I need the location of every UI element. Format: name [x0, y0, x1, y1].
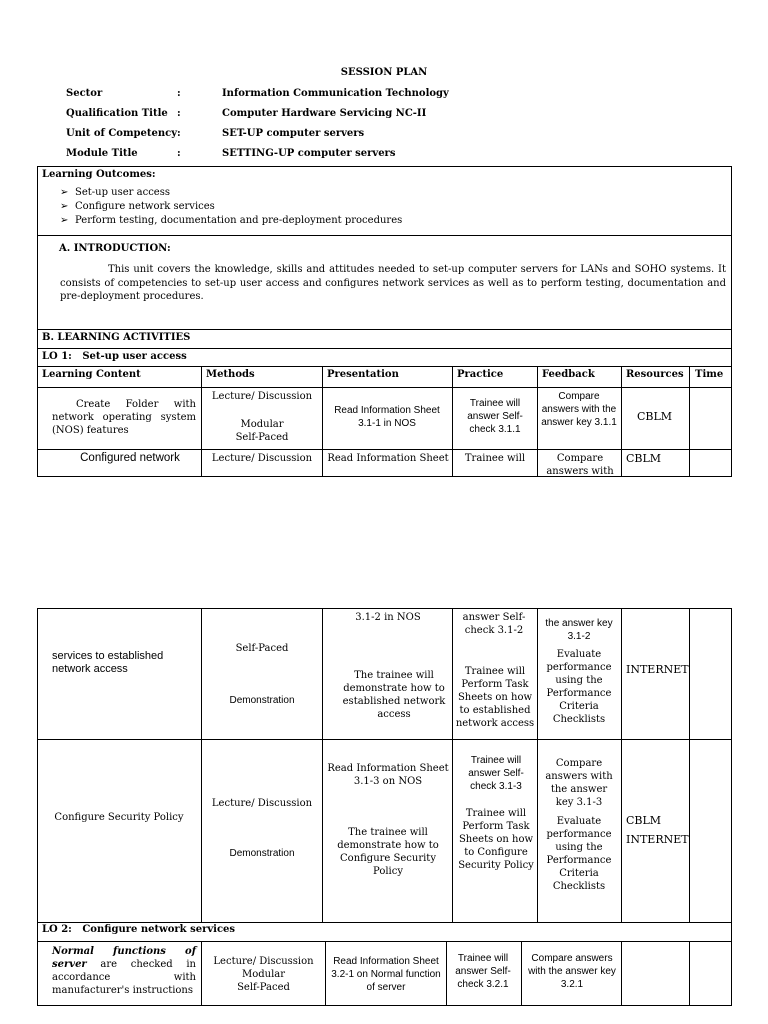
- methods-cell: Self-Paced: [237, 982, 290, 993]
- practice-cell: Trainee will Perform Task Sheets on how to Configure Security Policy: [458, 808, 534, 871]
- feedback-cell: the answer key 3.1-2: [545, 618, 613, 642]
- resources-cell: INTERNET: [626, 833, 689, 846]
- meta-sector-label: Sector: [66, 88, 103, 99]
- methods-cell: Self-Paced: [235, 432, 289, 443]
- content-cell: Configure Security Policy: [54, 812, 184, 823]
- presentation-cell: The trainee will demonstrate how to established network access: [342, 670, 446, 720]
- methods-cell: Self-Paced: [235, 643, 289, 654]
- feedback-cell: Evaluate performance using the Performance Criteria Checklists: [546, 649, 612, 725]
- meta-unit-label: Unit of Competency: [66, 128, 178, 139]
- practice-cell: Trainee will answer Self-check 3.2.1: [455, 953, 511, 990]
- meta-unit-sep: :: [177, 128, 181, 139]
- list-bullet: ➢: [60, 215, 69, 226]
- meta-module-sep: :: [177, 148, 181, 159]
- feedback-cell: Compare answers with the answer key 3.2.1: [528, 953, 616, 990]
- methods-cell: Demonstration: [229, 848, 295, 859]
- meta-unit-value: SET-UP computer servers: [222, 128, 365, 139]
- list-item: Set-up user access: [75, 187, 170, 198]
- introduction-heading: A. INTRODUCTION:: [59, 243, 171, 254]
- meta-module-value: SETTING-UP computer servers: [222, 148, 396, 159]
- feedback-cell: Evaluate performance using the Performance Criteria Checklists: [546, 816, 612, 892]
- column-header: Resources: [626, 369, 684, 380]
- methods-cell: Demonstration: [229, 695, 295, 706]
- practice-cell: Trainee will answer Self-check 3.1-3: [468, 755, 524, 792]
- column-header: Learning Content: [42, 369, 141, 380]
- meta-module-label: Module Title: [66, 148, 138, 159]
- presentation-cell: Read Information Sheet: [327, 453, 449, 464]
- list-bullet: ➢: [60, 187, 69, 198]
- presentation-cell: The trainee will demonstrate how to Configure Security Policy: [337, 827, 439, 877]
- practice-cell: Trainee will: [464, 453, 526, 464]
- methods-cell: Lecture/ Discussion: [211, 391, 313, 402]
- content-cell: [52, 945, 196, 997]
- resources-cell: CBLM: [626, 452, 662, 465]
- presentation-cell: Read Information Sheet 3.2-1 on Normal function of server: [331, 956, 441, 993]
- column-header: Practice: [457, 369, 504, 380]
- presentation-cell: Read Information Sheet 3.1-1 in NOS: [334, 405, 440, 429]
- presentation-cell: Read Information Sheet 3.1-3 on NOS: [327, 763, 449, 787]
- meta-sector-sep: :: [177, 88, 181, 99]
- content-rest: are checked in accordance with manufacturer's instructions: [52, 959, 196, 996]
- content-cell: services to established network access: [52, 650, 164, 675]
- meta-qualification-label: Qualification Title: [66, 108, 168, 119]
- column-header: Feedback: [542, 369, 595, 380]
- methods-cell: Modular: [240, 419, 284, 430]
- resources-cell: INTERNET: [626, 663, 689, 676]
- content-emphasis: Normal functions of server: [52, 946, 196, 970]
- feedback-cell: Compare answers with the answer key 3.1-3: [545, 758, 613, 808]
- practice-cell: answer Self-check 3.1-2: [462, 612, 526, 636]
- learning-outcomes-heading: Learning Outcomes:: [42, 169, 156, 180]
- presentation-cell: 3.1-2 in NOS: [355, 612, 421, 623]
- page-title: SESSION PLAN: [340, 67, 428, 78]
- meta-sector-value: Information Communication Technology: [222, 88, 449, 99]
- column-header: Time: [695, 369, 724, 380]
- lo1-heading: LO 1: Set-up user access: [42, 351, 187, 362]
- resources-cell: CBLM: [637, 410, 673, 423]
- methods-cell: Modular: [241, 969, 286, 980]
- lo2-heading: LO 2: Configure network services: [42, 924, 236, 935]
- practice-cell: Trainee will answer Self-check 3.1.1: [467, 398, 523, 435]
- list-item: Configure network services: [75, 201, 215, 212]
- learning-activities-heading: B. LEARNING ACTIVITIES: [42, 332, 191, 343]
- column-header: Methods: [206, 369, 255, 380]
- content-cell: Configured network: [80, 452, 180, 464]
- resources-cell: CBLM: [626, 814, 662, 827]
- methods-cell: Lecture/ Discussion: [211, 453, 313, 464]
- column-header: Presentation: [327, 369, 399, 380]
- methods-cell: Lecture/ Discussion: [211, 798, 313, 809]
- practice-cell: Trainee will Perform Task Sheets on how to established network access: [455, 666, 535, 729]
- methods-cell: Lecture/ Discussion: [213, 956, 314, 967]
- meta-qualification-sep: :: [177, 108, 181, 119]
- meta-qualification-value: Computer Hardware Servicing NC-II: [222, 108, 427, 119]
- introduction-text: This unit covers the knowledge, skills and attitudes needed to set-up computer servers for LANs and SOHO systems. It consists of competencies to set-up user access and configures network services as well as to perform testing, documentation and pre-deployment procedures.: [60, 264, 726, 302]
- list-bullet: ➢: [60, 201, 69, 212]
- feedback-cell: Compare answers with: [546, 453, 614, 477]
- feedback-cell: Compare answers with the answer key 3.1.1: [541, 391, 617, 428]
- content-cell: Create Folder with network operating system (NOS) features: [52, 399, 196, 436]
- list-item: Perform testing, documentation and pre-deployment procedures: [75, 215, 403, 226]
